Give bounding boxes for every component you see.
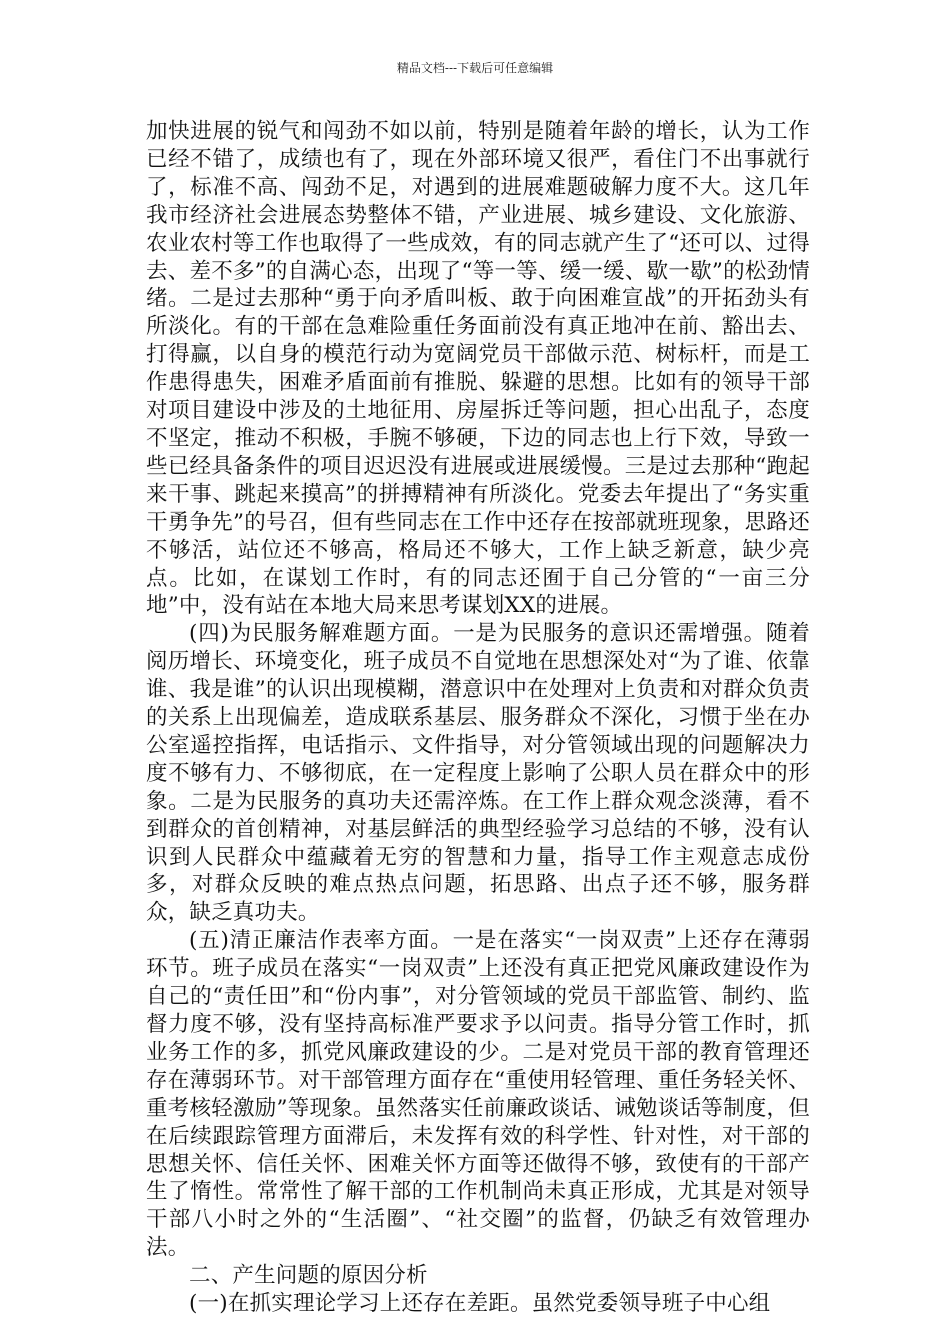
paragraph-2: (四)为民服务解难题方面。一是为民服务的意识还需增强。随着阅历增长、环境变化，班子成员不自觉地在思想深处对“为了谁、依靠谁、我是谁”的认识出现模糊，潜意识中在处理对上负责和对群众负责的关系上出现偏差，造成联系基层、服务群众不深化，习惯于坐在办公室遥控指挥，电话指示、文件指导，对分管领域出现的问题解决力度不够有力、不够彻底，在一定程度上影响了公职人员在群众中的形象。二是为民服务的真功夫还需淬炼。在工作上群众观念淡薄，看不到群众的首创精神，对基层鲜活的典型经验学习总结的不够，没有认识到人民群众中蕴藏着无穷的智慧和力量，指导工作主观意志成份多，对群众反映的难点热点问题，拓思路、出点子还不够，服务群众，缺乏真功夫。 bbox=[146, 621, 810, 926]
page-header: 精品文档---下载后可任意编辑 bbox=[396, 61, 554, 75]
paragraph-1: 加快进展的锐气和闯劲不如以前，特别是随着年龄的增长，认为工作已经不错了，成绩也有了，现在外部环境又很严，看住门不出事就行了，标准不高、闯劲不足，对遇到的进展难题破解力度不大。这几年我市经济社会进展态势整体不错，产业进展、城乡建设、文化旅游、农业农村等工作也取得了一些成效，有的同志就产生了“还可以、过得去、差不多”的自满心态，出现了“等一等、缓一缓、歇一歇”的松劲情绪。二是过去那种“勇于向矛盾叫板、敢于向困难宣战”的开拓劲头有所淡化。有的干部在急难险重任务面前没有真正地冲在前、豁出去、打得赢，以自身的模范行动为宽阔党员干部做示范、树标杆，而是工作患得患失，困难矛盾面前有推脱、躲避的思想。比如有的领导干部对项目建设中涉及的土地征用、房屋拆迁等问题，担心出乱子，态度不坚定，推动不积极，手腕不够硬，下边的同志也上行下效，导致一些已经具备条件的项目迟迟没有进展或进展缓慢。三是过去那种“跑起来干事、跳起来摸高”的拼搏精神有所淡化。党委去年提出了“务实重干勇争先”的号召，但有些同志在工作中还存在按部就班现象，思路还不够活，站位还不够高，格局还不够大，工作上缺乏新意，缺少亮点。比如，在谋划工作时，有的同志还囿于自己分管的“一亩三分地”中，没有站在本地大局来思考谋划XX的进展。 bbox=[146, 119, 810, 619]
paragraph-4: (一)在抓实理论学习上还存在差距。虽然党委领导班子中心组 bbox=[189, 1291, 771, 1317]
paragraph-3: (五)清正廉洁作表率方面。一是在落实“一岗双责”上还存在薄弱环节。班子成员在落实“一岗双责”上还没有真正把党风廉政建设作为自己的“责任田”和“份内事”，对分管领域的党员干部监管、制约、监督力度不够，没有坚持高标准严要求予以问责。指导分管工作时，抓业务工作的多，抓党风廉政建设的少。二是对党员干部的教育管理还存在薄弱环节。对干部管理方面存在“重使用轻管理、重任务轻关怀、重考核轻激励”等现象。虽然落实任前廉政谈话、诫勉谈话等制度，但在后续跟踪管理方面滞后，未发挥有效的科学性、针对性，对干部的思想关怀、信任关怀、困难关怀方面等还做得不够，致使有的干部产生了惰性。常常性了解干部的工作机制尚未真正形成，尤其是对领导干部八小时之外的“生活圈”、“社交圈”的监督，仍缺乏有效管理办法。 bbox=[146, 928, 810, 1261]
section-heading: 二、产生问题的原因分析 bbox=[189, 1263, 428, 1289]
document-body bbox=[146, 118, 810, 1318]
